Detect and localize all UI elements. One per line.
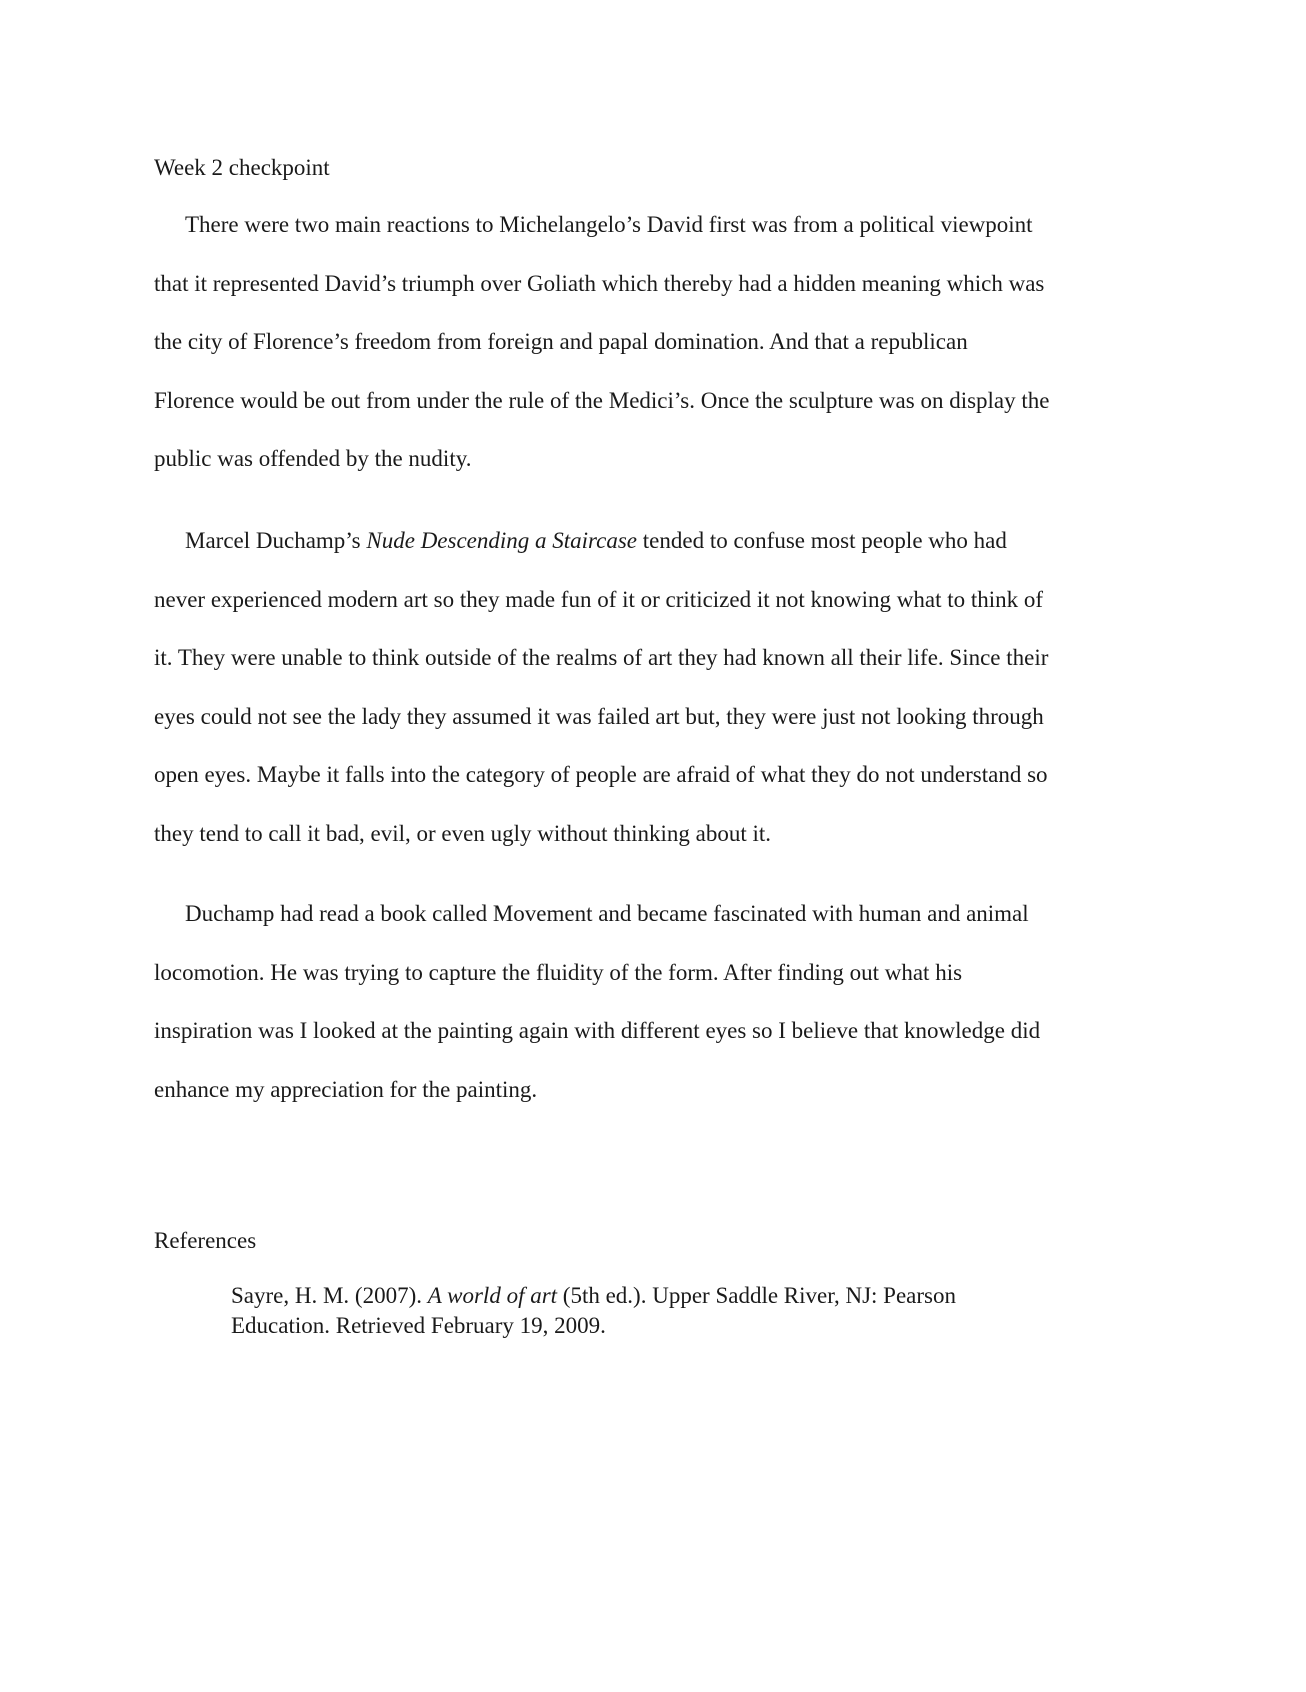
paragraph-david-reactions — [154, 196, 1164, 489]
paragraph-line: open eyes. Maybe it falls into the category of people are afraid of what they do not understand so — [154, 762, 1048, 787]
document-title: Week 2 checkpoint — [154, 155, 330, 180]
reference-entry — [231, 1281, 1111, 1341]
paragraph-line: eyes could not see the lady they assumed it was failed art but, they were just not looking through — [154, 703, 1044, 729]
book-title: A world of art — [427, 1283, 558, 1308]
paragraph-line: Florence would be out from under the rule of the Medici’s. Once the sculpture was on display the — [154, 387, 1050, 413]
references-heading: References — [154, 1228, 257, 1253]
paragraph-line: public was offended by the nudity. — [154, 446, 472, 471]
paragraph-line — [154, 512, 1164, 571]
paragraph-line: There were two main reactions to Michelangelo’s David first was from a political viewpoint — [185, 212, 1033, 237]
paragraph-line: enhance my appreciation for the painting. — [154, 1076, 538, 1102]
paragraph-line: never experienced modern art so they made fun of it or criticized it not knowing what to think of — [154, 586, 1044, 612]
paragraph-line: that it represented David’s triumph over Goliath which thereby had a hidden meaning which was — [154, 270, 1045, 296]
paragraph-line: locomotion. He was trying to capture the fluidity of the form. After finding out what his — [154, 959, 963, 985]
text-run: Sayre, H. M. (2007). — [231, 1283, 428, 1308]
reference-line: Education. Retrieved February 19, 2009. — [231, 1313, 606, 1338]
paragraph-duchamp-confusion — [154, 512, 1164, 863]
text-run: (5th ed.). Upper Saddle River, NJ: Pearson — [557, 1283, 956, 1308]
paragraph-line: it. They were unable to think outside of the realms of art they had known all their life. Since their — [154, 645, 1049, 670]
text-run: Marcel Duchamp’s — [185, 528, 367, 553]
artwork-title: Nude Descending a Staircase — [366, 528, 638, 553]
paragraph-line: Duchamp had read a book called Movement and became fascinated with human and animal — [185, 901, 1029, 926]
paragraph-line: the city of Florence’s freedom from foreign and papal domination. And that a republican — [154, 329, 968, 354]
paragraph-line: they tend to call it bad, evil, or even ugly without thinking about it. — [154, 820, 772, 846]
paragraph-duchamp-movement — [154, 885, 1164, 1119]
reference-line — [231, 1281, 1111, 1311]
paragraph-line: inspiration was I looked at the painting again with different eyes so I believe that knowledge did — [154, 1018, 1041, 1043]
text-run: tended to confuse most people who had — [637, 528, 1007, 553]
